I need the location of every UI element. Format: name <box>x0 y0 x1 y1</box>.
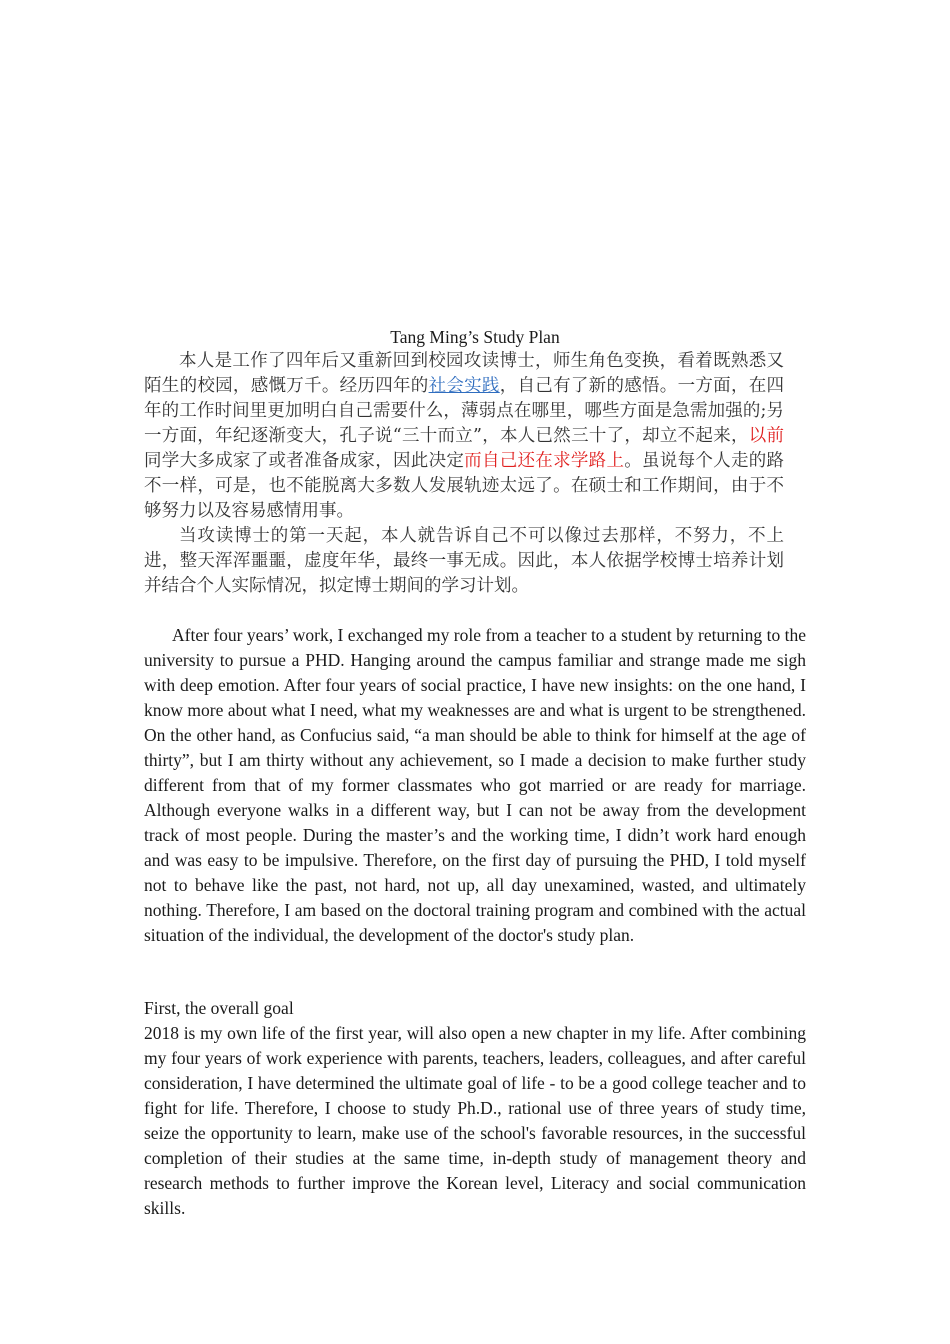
document-title: Tang Ming’s Study Plan <box>390 327 560 347</box>
chinese-paragraph-1 <box>144 349 784 524</box>
english-paragraph-2: 2018 is my own life of the first year, will also open a new chapter in my life. After combining my four years of work experience with parents, teachers, leaders, colleagues, and after careful consideration, I have determined the ultimate goal of life - to be a good college teacher and to fight for life. Therefore, I choose to study Ph.D., rational use of three years of study time, seize the opportunity to learn, make use of the school's favorable resources, in the successful completion of their studies at the same time, in-depth study of management theory and research methods to further improve the Korean level, Literacy and social communication skills. <box>144 1023 806 1218</box>
zh-para1-text-b: ，自己有了新的感悟。一方面，在四年的工作时间里更加明白自己需要什么，薄弱点在哪里，哪些方面是急需加强的;另一方面，年纪逐渐变大，孔子说“三十而立”，本人已然三十了，却立不起来， <box>144 376 785 446</box>
zh-para1-text-a: 本人是工作了四年后又重新回到校园攻读博士，师生角色变换，看着既熟悉又陌生的校园，感慨万千。经历四年的 <box>144 351 784 396</box>
zh-para1-text-d: 。虽说每个人走的路不一样，可是，也不能脱离大多数人发展轨迹太远了。在硕士和工作期间，由于不够努力以及容易感情用事。 <box>144 451 785 521</box>
english-paragraph-1: After four years’ work, I exchanged my role from a teacher to a student by returning to the university to pursue a PHD. Hanging around the campus familiar and strange made me sigh with deep emotion. After four years of social practice, I have new insights: on the one hand, I know more about what I need, what my weaknesses are and what is urgent to be strengthened. On the other hand, as Confucius said, “a man should be able to think for himself at the age of thirty”, but I am thirty without any achievement, so I made a decision to make further study different from that of my former classmates who got married or are ready for marriage. Although everyone walks in a different way, but I can not be away from the development track of most people. During the master’s and the working time, I didn’t work hard enough and was easy to be impulsive. Therefore, on the first day of pursuing the PHD, I told myself not to behave like the past, not hard, not up, all day unexamined, wasted, and ultimately nothing. Therefore, I am based on the doctoral training program and combined with the actual situation of the individual, the development of the doctor's study plan. <box>144 625 806 945</box>
zh-para1-red-emphasis-2: 而自己还在求学路上 <box>464 451 625 471</box>
zh-para1-red-emphasis-1: 以前 <box>748 426 785 446</box>
social-practice-link[interactable]: 社会实践 <box>428 376 500 396</box>
section-heading-overall-goal: First, the overall goal <box>144 998 294 1018</box>
chinese-paragraph-2: 当攻读博士的第一天起，本人就告诉自己不可以像过去那样，不努力，不上进，整天浑浑噩噩，虚度年华，最终一事无成。因此，本人依据学校博士培养计划并结合个人实际情况，拟定博士期间的学习计划。 <box>144 526 784 596</box>
zh-para1-text-c: 同学大多成家了或者准备成家，因此决定 <box>144 451 465 471</box>
